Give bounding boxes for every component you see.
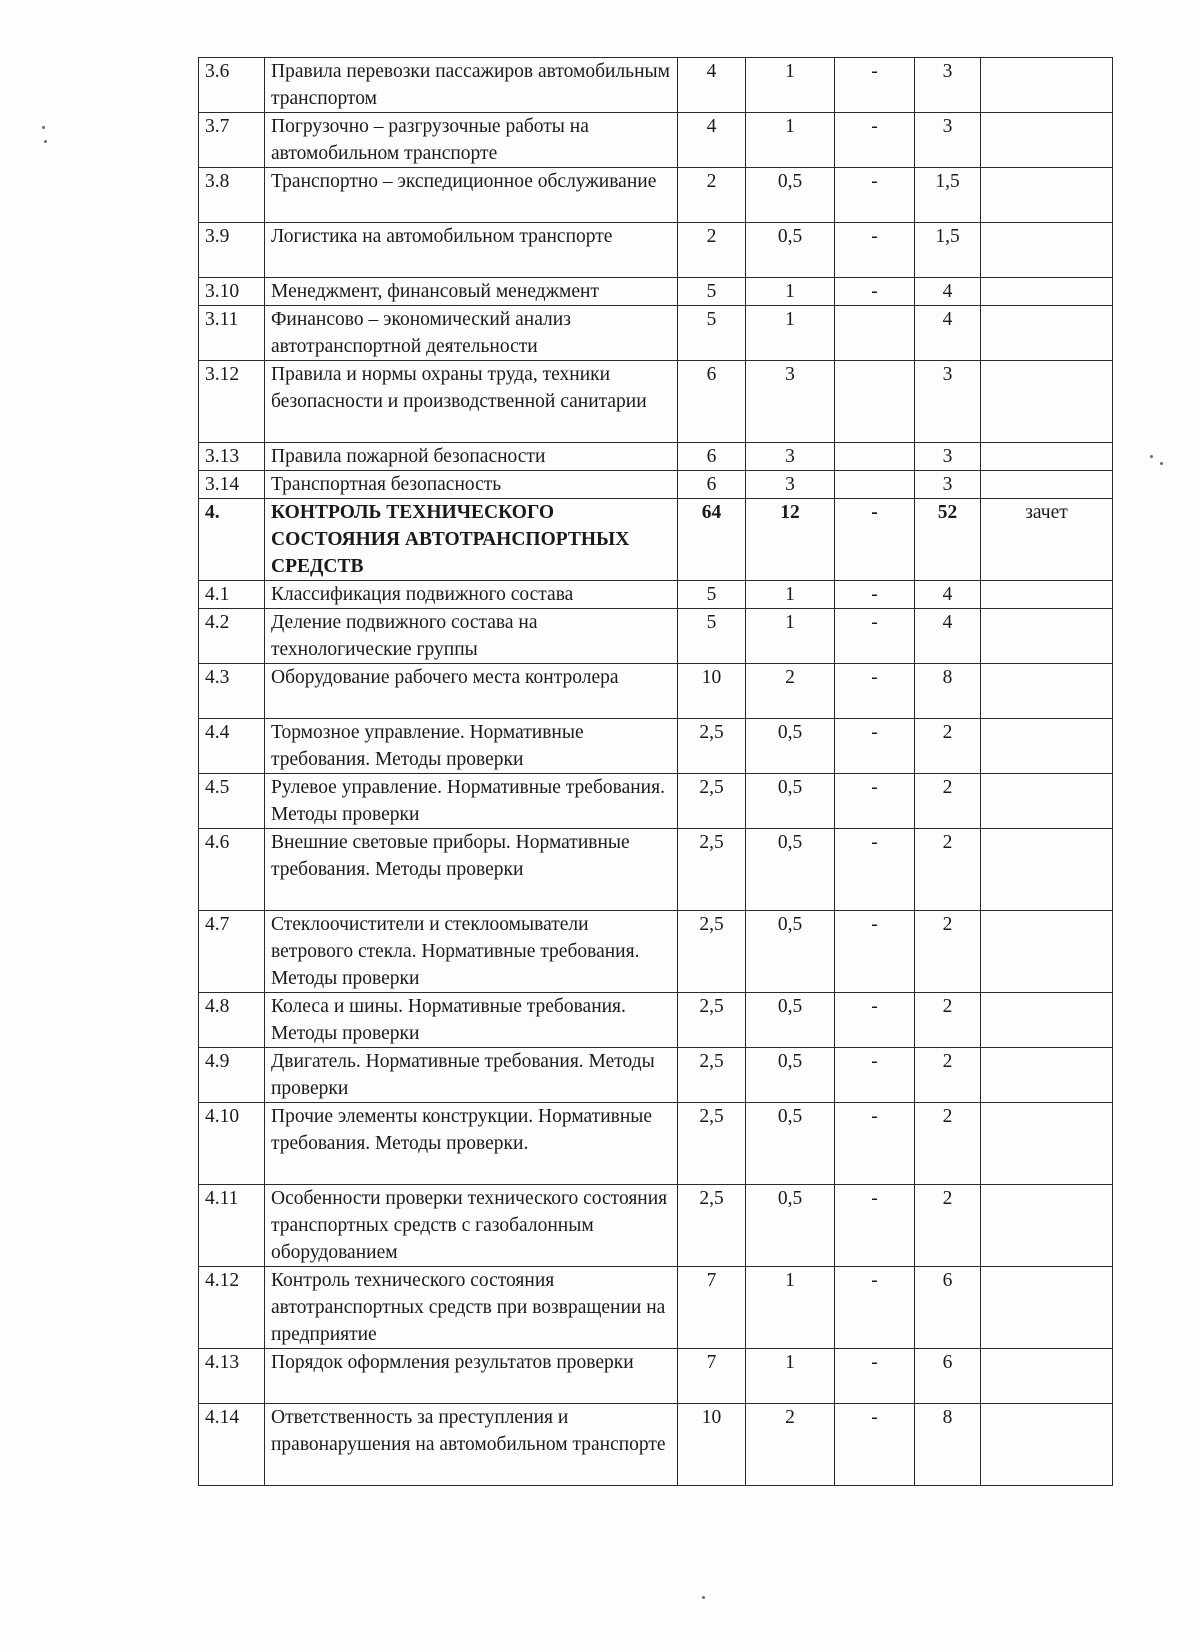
table-row xyxy=(199,664,1113,719)
hours-theory: 3 xyxy=(746,471,835,499)
table-row xyxy=(199,168,1113,223)
table-row xyxy=(199,993,1113,1048)
row-number: 3.7 xyxy=(199,113,265,168)
row-title: Деление подвижного состава на технологические группы xyxy=(265,609,678,664)
table-row xyxy=(199,581,1113,609)
row-title: Погрузочно – разгрузочные работы на автомобильном транспорте xyxy=(265,113,678,168)
row-number: 4.9 xyxy=(199,1048,265,1103)
hours-self-study: 2 xyxy=(915,774,981,829)
hours-practice: - xyxy=(835,581,915,609)
hours-practice xyxy=(835,471,915,499)
hours-total: 2 xyxy=(678,168,746,223)
hours-practice: - xyxy=(835,113,915,168)
hours-self-study: 3 xyxy=(915,471,981,499)
row-title: КОНТРОЛЬ ТЕХНИЧЕСКОГО СОСТОЯНИЯ АВТОТРАНСПОРТНЫХ СРЕДСТВ xyxy=(265,499,678,581)
assessment-form xyxy=(981,306,1113,361)
hours-self-study: 3 xyxy=(915,443,981,471)
assessment-form xyxy=(981,664,1113,719)
hours-theory: 1 xyxy=(746,58,835,113)
hours-total: 7 xyxy=(678,1349,746,1404)
hours-total: 2,5 xyxy=(678,774,746,829)
hours-self-study: 3 xyxy=(915,113,981,168)
hours-theory: 1 xyxy=(746,609,835,664)
hours-self-study: 4 xyxy=(915,306,981,361)
hours-self-study: 1,5 xyxy=(915,223,981,278)
table-row xyxy=(199,774,1113,829)
hours-theory: 1 xyxy=(746,113,835,168)
hours-self-study: 2 xyxy=(915,1103,981,1185)
hours-practice: - xyxy=(835,1048,915,1103)
hours-theory: 2 xyxy=(746,664,835,719)
table-row xyxy=(199,829,1113,911)
hours-theory: 2 xyxy=(746,1404,835,1486)
scan-speck xyxy=(702,1596,705,1599)
assessment-form xyxy=(981,1048,1113,1103)
hours-practice xyxy=(835,361,915,443)
hours-practice: - xyxy=(835,993,915,1048)
hours-practice: - xyxy=(835,499,915,581)
assessment-form xyxy=(981,471,1113,499)
row-title: Финансово – экономический анализ автотранспортной деятельности xyxy=(265,306,678,361)
hours-theory: 0,5 xyxy=(746,1103,835,1185)
hours-practice: - xyxy=(835,278,915,306)
hours-practice xyxy=(835,443,915,471)
hours-total: 5 xyxy=(678,609,746,664)
hours-theory: 0,5 xyxy=(746,168,835,223)
hours-theory: 1 xyxy=(746,581,835,609)
hours-total: 2,5 xyxy=(678,1185,746,1267)
row-title: Транспортно – экспедиционное обслуживание xyxy=(265,168,678,223)
hours-practice: - xyxy=(835,609,915,664)
row-number: 4. xyxy=(199,499,265,581)
row-number: 4.2 xyxy=(199,609,265,664)
table-body xyxy=(199,58,1113,1486)
table-row xyxy=(199,58,1113,113)
hours-theory: 1 xyxy=(746,1267,835,1349)
hours-practice: - xyxy=(835,1267,915,1349)
hours-practice: - xyxy=(835,223,915,278)
hours-practice: - xyxy=(835,911,915,993)
hours-theory: 12 xyxy=(746,499,835,581)
hours-self-study: 4 xyxy=(915,609,981,664)
row-title: Особенности проверки технического состояния транспортных средств с газобалонным оборудованием xyxy=(265,1185,678,1267)
hours-total: 4 xyxy=(678,58,746,113)
hours-total: 5 xyxy=(678,581,746,609)
row-title: Логистика на автомобильном транспорте xyxy=(265,223,678,278)
hours-total: 2,5 xyxy=(678,719,746,774)
hours-total: 5 xyxy=(678,278,746,306)
hours-self-study: 52 xyxy=(915,499,981,581)
row-number: 3.6 xyxy=(199,58,265,113)
row-title: Менеджмент, финансовый менеджмент xyxy=(265,278,678,306)
hours-self-study: 2 xyxy=(915,993,981,1048)
assessment-form xyxy=(981,113,1113,168)
table-row xyxy=(199,609,1113,664)
assessment-form xyxy=(981,829,1113,911)
row-title: Порядок оформления результатов проверки xyxy=(265,1349,678,1404)
row-number: 4.8 xyxy=(199,993,265,1048)
table-row xyxy=(199,443,1113,471)
hours-theory: 0,5 xyxy=(746,993,835,1048)
table-row xyxy=(199,719,1113,774)
row-number: 3.12 xyxy=(199,361,265,443)
row-title: Двигатель. Нормативные требования. Методы проверки xyxy=(265,1048,678,1103)
assessment-form xyxy=(981,1267,1113,1349)
hours-total: 2,5 xyxy=(678,829,746,911)
table-row xyxy=(199,911,1113,993)
assessment-form xyxy=(981,443,1113,471)
hours-theory: 0,5 xyxy=(746,829,835,911)
table-row xyxy=(199,278,1113,306)
hours-theory: 1 xyxy=(746,278,835,306)
hours-practice xyxy=(835,306,915,361)
row-title: Классификация подвижного состава xyxy=(265,581,678,609)
row-number: 4.14 xyxy=(199,1404,265,1486)
row-number: 4.5 xyxy=(199,774,265,829)
hours-self-study: 6 xyxy=(915,1349,981,1404)
hours-total: 2,5 xyxy=(678,993,746,1048)
row-number: 3.13 xyxy=(199,443,265,471)
hours-theory: 0,5 xyxy=(746,1048,835,1103)
table-row xyxy=(199,306,1113,361)
hours-practice: - xyxy=(835,774,915,829)
hours-self-study: 6 xyxy=(915,1267,981,1349)
section-row xyxy=(199,499,1113,581)
hours-self-study: 1,5 xyxy=(915,168,981,223)
hours-theory: 3 xyxy=(746,443,835,471)
assessment-form xyxy=(981,1185,1113,1267)
row-number: 4.1 xyxy=(199,581,265,609)
table-row xyxy=(199,1267,1113,1349)
hours-self-study: 3 xyxy=(915,361,981,443)
row-title: Тормозное управление. Нормативные требования. Методы проверки xyxy=(265,719,678,774)
hours-self-study: 4 xyxy=(915,581,981,609)
hours-practice: - xyxy=(835,1185,915,1267)
row-number: 3.14 xyxy=(199,471,265,499)
row-number: 4.10 xyxy=(199,1103,265,1185)
scan-speck xyxy=(1160,462,1163,465)
table-row xyxy=(199,1185,1113,1267)
row-number: 4.13 xyxy=(199,1349,265,1404)
hours-practice: - xyxy=(835,58,915,113)
hours-theory: 0,5 xyxy=(746,1185,835,1267)
curriculum-table xyxy=(198,57,1113,1486)
row-number: 4.11 xyxy=(199,1185,265,1267)
row-title: Контроль технического состояния автотранспортных средств при возвращении на предприятие xyxy=(265,1267,678,1349)
hours-total: 4 xyxy=(678,113,746,168)
hours-self-study: 2 xyxy=(915,1185,981,1267)
assessment-form xyxy=(981,168,1113,223)
hours-total: 2,5 xyxy=(678,911,746,993)
hours-practice: - xyxy=(835,1404,915,1486)
hours-total: 5 xyxy=(678,306,746,361)
row-title: Стеклоочистители и стеклоомыватели ветрового стекла. Нормативные требования. Методы проверки xyxy=(265,911,678,993)
row-number: 3.10 xyxy=(199,278,265,306)
hours-total: 6 xyxy=(678,443,746,471)
hours-theory: 3 xyxy=(746,361,835,443)
assessment-form xyxy=(981,1404,1113,1486)
row-title: Колеса и шины. Нормативные требования. Методы проверки xyxy=(265,993,678,1048)
hours-self-study: 3 xyxy=(915,58,981,113)
assessment-form xyxy=(981,911,1113,993)
hours-self-study: 8 xyxy=(915,1404,981,1486)
hours-theory: 0,5 xyxy=(746,719,835,774)
hours-total: 10 xyxy=(678,664,746,719)
assessment-form xyxy=(981,1349,1113,1404)
assessment-form xyxy=(981,609,1113,664)
hours-practice: - xyxy=(835,1103,915,1185)
hours-practice: - xyxy=(835,719,915,774)
table-row xyxy=(199,1349,1113,1404)
hours-total: 2,5 xyxy=(678,1048,746,1103)
hours-total: 2,5 xyxy=(678,1103,746,1185)
row-number: 4.4 xyxy=(199,719,265,774)
hours-theory: 1 xyxy=(746,1349,835,1404)
table-row xyxy=(199,361,1113,443)
hours-total: 2 xyxy=(678,223,746,278)
hours-self-study: 2 xyxy=(915,1048,981,1103)
row-number: 4.3 xyxy=(199,664,265,719)
hours-self-study: 8 xyxy=(915,664,981,719)
row-number: 4.7 xyxy=(199,911,265,993)
scan-speck xyxy=(42,126,45,129)
table-row xyxy=(199,1048,1113,1103)
row-title: Внешние световые приборы. Нормативные требования. Методы проверки xyxy=(265,829,678,911)
hours-total: 6 xyxy=(678,361,746,443)
hours-practice: - xyxy=(835,1349,915,1404)
assessment-form xyxy=(981,223,1113,278)
row-title: Правила перевозки пассажиров автомобильным транспортом xyxy=(265,58,678,113)
hours-self-study: 2 xyxy=(915,719,981,774)
hours-total: 64 xyxy=(678,499,746,581)
row-title: Рулевое управление. Нормативные требования. Методы проверки xyxy=(265,774,678,829)
row-number: 3.11 xyxy=(199,306,265,361)
row-number: 4.12 xyxy=(199,1267,265,1349)
hours-total: 6 xyxy=(678,471,746,499)
row-number: 3.8 xyxy=(199,168,265,223)
hours-theory: 1 xyxy=(746,306,835,361)
table-row xyxy=(199,223,1113,278)
row-title: Правила и нормы охраны труда, техники безопасности и производственной санитарии xyxy=(265,361,678,443)
hours-self-study: 2 xyxy=(915,829,981,911)
row-number: 4.6 xyxy=(199,829,265,911)
row-title: Правила пожарной безопасности xyxy=(265,443,678,471)
row-title: Ответственность за преступления и правонарушения на автомобильном транспорте xyxy=(265,1404,678,1486)
row-title: Оборудование рабочего места контролера xyxy=(265,664,678,719)
scan-speck xyxy=(1150,455,1153,458)
hours-theory: 0,5 xyxy=(746,774,835,829)
row-title: Транспортная безопасность xyxy=(265,471,678,499)
table-row xyxy=(199,1103,1113,1185)
hours-practice: - xyxy=(835,168,915,223)
assessment-form xyxy=(981,278,1113,306)
hours-theory: 0,5 xyxy=(746,223,835,278)
assessment-form xyxy=(981,361,1113,443)
table-row xyxy=(199,113,1113,168)
row-title: Прочие элементы конструкции. Нормативные требования. Методы проверки. xyxy=(265,1103,678,1185)
scan-speck xyxy=(44,140,47,143)
assessment-form xyxy=(981,581,1113,609)
hours-total: 7 xyxy=(678,1267,746,1349)
hours-self-study: 2 xyxy=(915,911,981,993)
assessment-form xyxy=(981,774,1113,829)
hours-total: 10 xyxy=(678,1404,746,1486)
assessment-form xyxy=(981,993,1113,1048)
hours-practice: - xyxy=(835,829,915,911)
assessment-form xyxy=(981,719,1113,774)
table-row xyxy=(199,1404,1113,1486)
assessment-form: зачет xyxy=(981,499,1113,581)
hours-practice: - xyxy=(835,664,915,719)
assessment-form xyxy=(981,1103,1113,1185)
table-row xyxy=(199,471,1113,499)
assessment-form xyxy=(981,58,1113,113)
row-number: 3.9 xyxy=(199,223,265,278)
hours-theory: 0,5 xyxy=(746,911,835,993)
hours-self-study: 4 xyxy=(915,278,981,306)
